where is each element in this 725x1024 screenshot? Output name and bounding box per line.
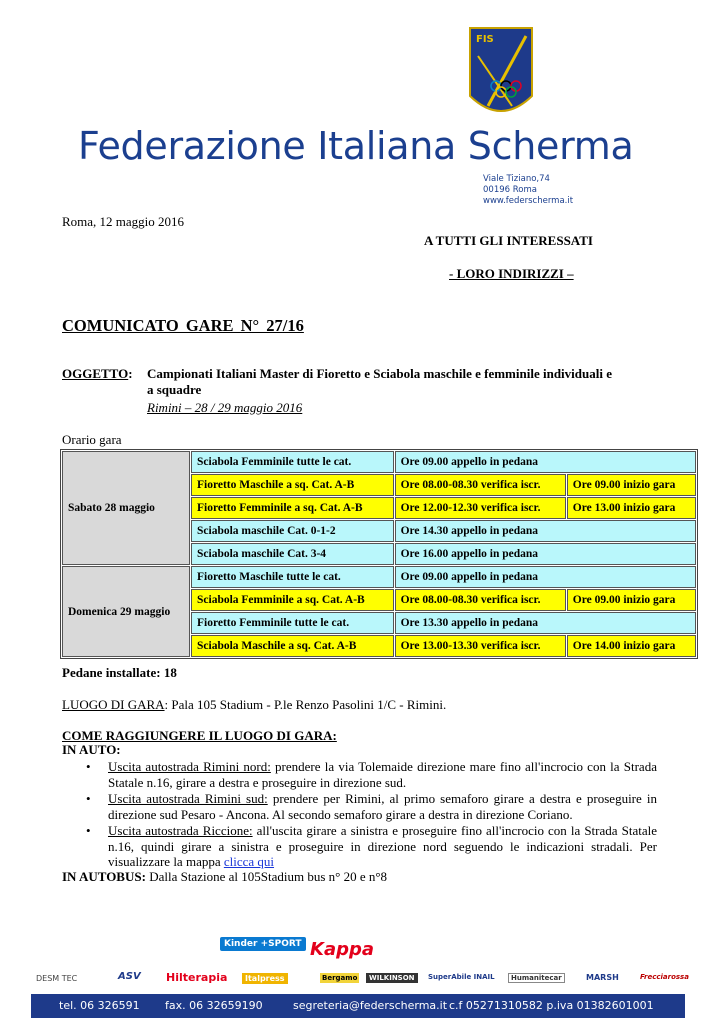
subject-label-text: OGGETTO <box>62 366 129 381</box>
footer-email: segreteria@federscherma.it <box>293 999 448 1012</box>
event-cell: Fioretto Femminile a sq. Cat. A-B <box>191 497 394 519</box>
footer-fax: fax. 06 32659190 <box>165 999 263 1012</box>
sponsor-logo: Humanitecar <box>508 973 565 983</box>
time-cell: Ore 13.00-13.30 verifica iscr. <box>395 635 566 657</box>
map-link[interactable]: clicca qui <box>223 854 275 869</box>
federation-title: Federazione Italiana Scherma <box>78 124 634 168</box>
time-cell: Ore 16.00 appello in pedana <box>395 543 696 565</box>
exit-label: Uscita autostrada Rimini sud: <box>108 791 268 806</box>
communique-heading: COMUNICATO GARE N° 27/16 <box>62 316 304 335</box>
time-cell: Ore 09.00 appello in pedana <box>395 451 696 473</box>
venue-label: LUOGO DI GARA <box>62 697 165 712</box>
venue-line <box>62 697 446 713</box>
directions-heading: COME RAGGIUNGERE IL LUOGO DI GARA: <box>62 728 337 743</box>
venue-text: : Pala 105 Stadium - P.le Renzo Pasolini 1/C - Rimini. <box>164 697 447 712</box>
start-cell: Ore 14.00 inizio gara <box>567 635 696 657</box>
event-cell: Sciabola Femminile tutte le cat. <box>191 451 394 473</box>
logo-text: FIS <box>476 34 494 45</box>
start-cell: Ore 09.00 inizio gara <box>567 589 696 611</box>
bullet-icon: • <box>86 759 91 774</box>
exit-directions: prendere per Rimini, al primo semaforo girare a destra e proseguire in direzione sud Pesaro - Ancona. Al secondo semaforo girare a destra in direzione Coriano. <box>108 791 657 822</box>
time-cell: Ore 09.00 appello in pedana <box>395 566 696 588</box>
day-cell: Domenica 29 maggio <box>62 566 190 657</box>
day-cell: Sabato 28 maggio <box>62 451 190 565</box>
event-cell: Fioretto Maschile a sq. Cat. A-B <box>191 474 394 496</box>
website-address: www.federscherma.it <box>483 196 574 206</box>
event-cell: Fioretto Femminile tutte le cat. <box>191 612 394 634</box>
sponsor-banner-top <box>210 935 510 965</box>
sponsor-logo: Frecciarossa <box>640 973 689 981</box>
sponsor-logo: Kappa <box>310 939 375 960</box>
start-cell: Ore 13.00 inizio gara <box>567 497 696 519</box>
sponsor-logo: ASV <box>118 971 141 982</box>
footer-bar <box>31 994 685 1018</box>
time-cell: Ore 12.00-12.30 verifica iscr. <box>395 497 566 519</box>
table-row <box>62 566 696 588</box>
time-cell: Ore 14.30 appello in pedana <box>395 520 696 542</box>
sponsor-logo: Kinder +SPORT <box>220 937 306 951</box>
sponsor-banner-row <box>30 969 700 989</box>
sponsor-logo: WILKINSON <box>366 973 418 983</box>
sponsor-logo: Italpress <box>242 973 288 984</box>
by-car-heading: IN AUTO: <box>62 742 121 757</box>
subject-colon: : <box>128 366 133 381</box>
date-line: Roma, 12 maggio 2016 <box>62 214 185 229</box>
list-item <box>86 823 657 870</box>
exit-label: Uscita autostrada Rimini nord: <box>108 759 271 774</box>
footer-phone: tel. 06 326591 <box>59 999 140 1012</box>
exit-directions: prendere la via Tolemaide direzione mare fino all'incrocio con la Strada Statale n.16, girare a destra e proseguire in direzione sud. <box>108 759 657 790</box>
by-bus-line <box>62 869 387 885</box>
subject-text: Campionati Italiani Master di Fioretto e Sciabola maschile e femminile individuali e a squadre <box>147 366 612 397</box>
sponsor-logo: MARSH <box>586 973 619 982</box>
schedule-label: Orario gara <box>62 432 122 447</box>
start-cell: Ore 09.00 inizio gara <box>567 474 696 496</box>
table-row <box>62 451 696 473</box>
federation-address <box>483 174 573 207</box>
time-cell: Ore 13.30 appello in pedana <box>395 612 696 634</box>
address-line: 00196 Roma <box>483 185 537 195</box>
fis-logo <box>468 26 534 128</box>
sponsor-logo: Bergamo <box>322 974 358 982</box>
time-cell: Ore 08.00-08.30 verifica iscr. <box>395 474 566 496</box>
event-cell: Sciabola Maschile a sq. Cat. A-B <box>191 635 394 657</box>
event-cell: Sciabola Femminile a sq. Cat. A-B <box>191 589 394 611</box>
exit-directions: all'uscita girare a sinistra e proseguire fino all'incrocio con la Strada Statale n.16, quindi girare a sinistra e proseguire in direzione nord seguendo le indicazioni stradali. Per visualizzare la mappa <box>108 823 657 869</box>
by-bus-label: IN AUTOBUS: <box>62 869 146 884</box>
event-cell: Sciabola maschile Cat. 0-1-2 <box>191 520 394 542</box>
sponsor-logo: Hilterapia <box>166 971 228 984</box>
event-cell: Sciabola maschile Cat. 3-4 <box>191 543 394 565</box>
by-bus-text: Dalla Stazione al 105Stadium bus n° 20 e n°8 <box>145 869 388 884</box>
footer-fiscal: c.f 05271310582 p.iva 01382601001 <box>449 999 654 1012</box>
time-cell: Ore 08.00-08.30 verifica iscr. <box>395 589 566 611</box>
exit-label: Uscita autostrada Riccione: <box>108 823 253 838</box>
sponsor-logo: SuperAbile INAIL <box>428 973 495 981</box>
subject-label <box>62 366 133 382</box>
bullet-icon: • <box>86 791 91 806</box>
directions-list <box>86 759 657 871</box>
list-item <box>86 759 657 790</box>
event-cell: Fioretto Maschile tutte le cat. <box>191 566 394 588</box>
schedule-table <box>60 449 698 659</box>
subject-venue-date: Rimini – 28 / 29 maggio 2016 <box>147 400 303 415</box>
recipients-line-2: - LORO INDIRIZZI – <box>449 266 574 281</box>
recipients-line: A TUTTI GLI INTERESSATI <box>424 233 593 248</box>
bullet-icon: • <box>86 823 91 838</box>
list-item <box>86 791 657 822</box>
pedane-count: Pedane installate: 18 <box>62 665 177 680</box>
sponsor-logo: DESM TEC <box>36 974 78 983</box>
address-line: Viale Tiziano,74 <box>483 174 550 184</box>
